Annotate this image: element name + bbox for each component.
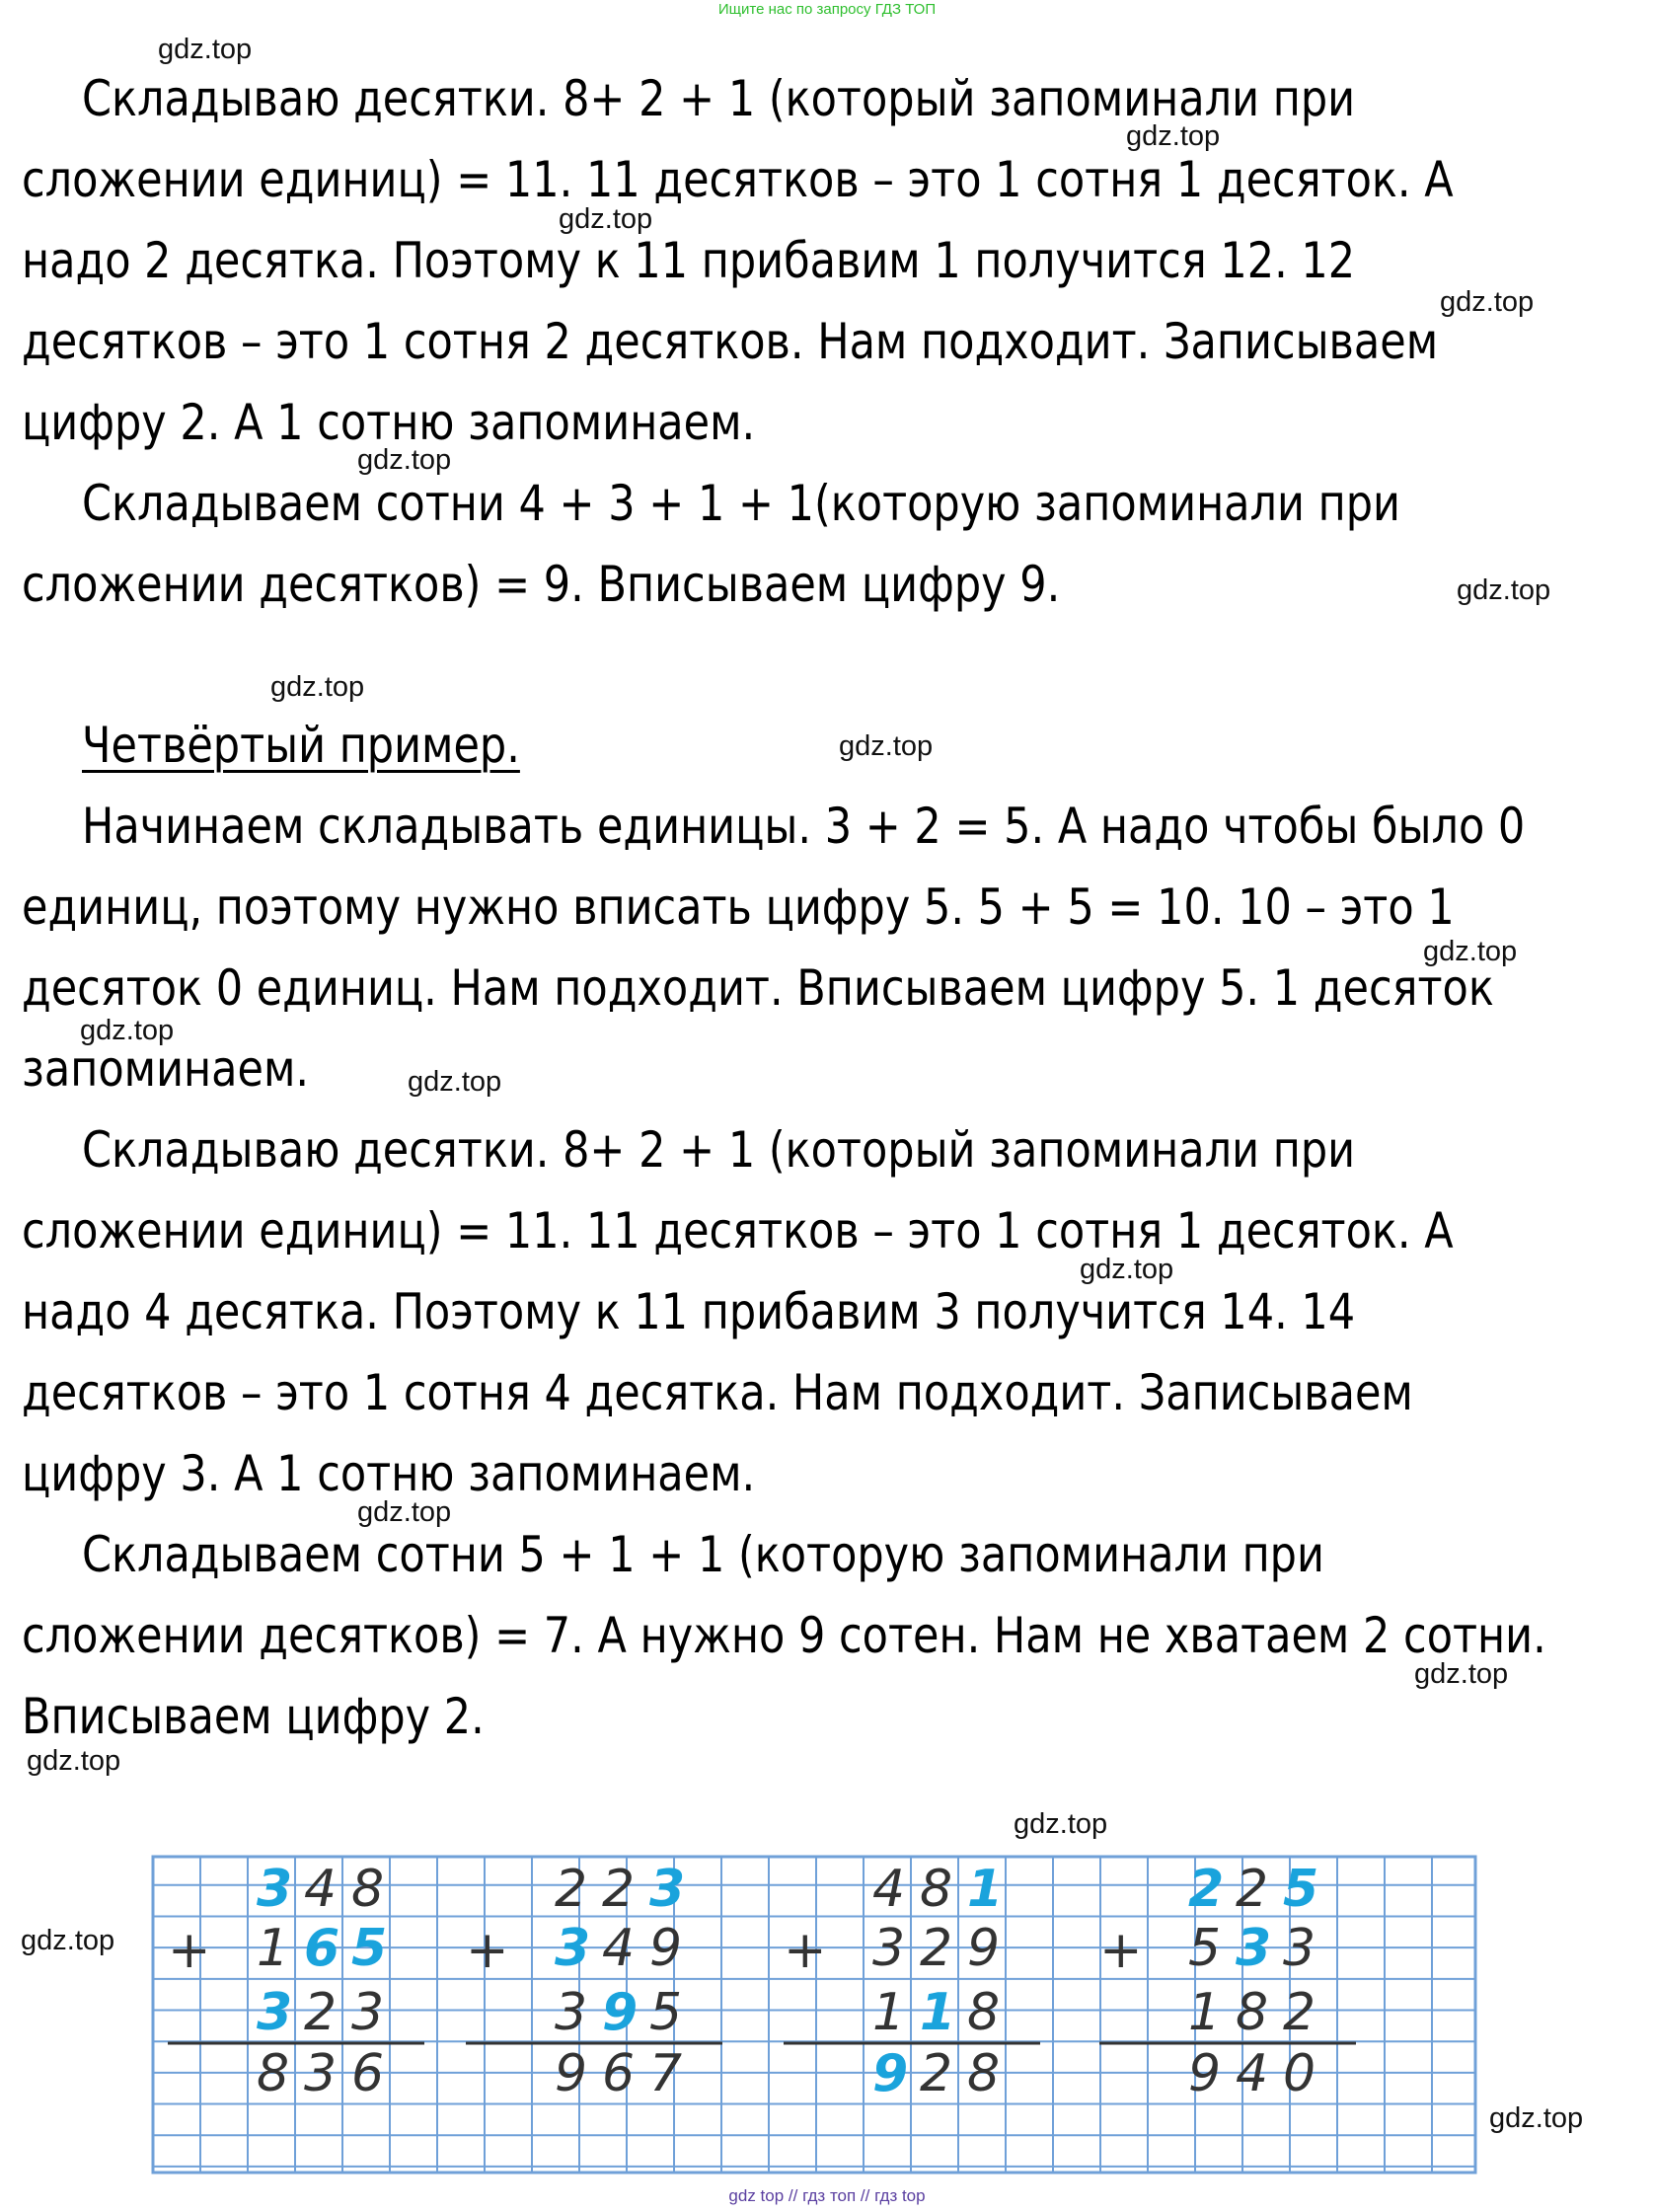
worksheet-digit: 2 — [1188, 1860, 1225, 1919]
watermark: gdz.top — [1414, 1658, 1509, 1690]
worksheet-digit: 8 — [920, 1860, 953, 1919]
worksheet-digit: 3 — [649, 1860, 686, 1919]
worksheet-digit: 3 — [257, 1860, 293, 1919]
worksheet-digit: 2 — [304, 1983, 338, 2042]
text-line: единиц, поэтому нужно вписать цифру 5. 5 + 5 = 10. 10 – это 1 — [22, 878, 1455, 936]
worksheet-digit: 3 — [1283, 1919, 1316, 1978]
worksheet-digit: 1 — [1188, 1983, 1222, 2042]
worksheet-digit: 4 — [304, 1860, 338, 1919]
text-line: Начинаем складывать единицы. 3 + 2 = 5. А надо чтобы было 0 — [82, 798, 1526, 855]
text-line: десяток 0 единиц. Нам подходит. Вписываем цифру 5. 1 десяток — [22, 959, 1494, 1017]
addition-worksheet — [148, 1852, 1490, 2182]
worksheet-digit: 9 — [1188, 2044, 1222, 2103]
worksheet-digit: 4 — [602, 1919, 636, 1978]
worksheet-digit: 0 — [1283, 2044, 1316, 2103]
worksheet-digit: 3 — [304, 2044, 338, 2103]
text-line: Складываем сотни 5 + 1 + 1 (которую запоминали при — [82, 1526, 1324, 1583]
worksheet-digit: 8 — [1236, 1983, 1269, 2042]
watermark: gdz.top — [357, 1496, 452, 1528]
text-line: цифру 2. А 1 сотню запоминаем. — [22, 394, 756, 451]
watermark: gdz.top — [559, 203, 653, 235]
footer[interactable]: gdz top // гдз топ // гдз top — [728, 2186, 926, 2205]
text-line: Складываем сотни 4 + 3 + 1 + 1(которую запоминали при — [82, 475, 1400, 532]
worksheet-digit: 6 — [351, 2044, 385, 2103]
section-heading: Четвёртый пример. — [82, 717, 520, 774]
watermark: gdz.top — [1440, 286, 1535, 318]
watermark: gdz.top — [80, 1015, 175, 1046]
worksheet-digit: 2 — [602, 1860, 636, 1919]
text-line: Вписываем цифру 2. — [22, 1688, 485, 1745]
watermark: gdz.top — [357, 444, 452, 476]
worksheet-digit: 3 — [555, 1983, 588, 2042]
worksheet-digit: 5 — [1283, 1860, 1319, 1919]
text-line: сложении единиц) = 11. 11 десятков – это 1 сотня 1 десяток. А — [22, 1202, 1454, 1259]
plus-sign: + — [784, 1921, 827, 1980]
text-line: надо 4 десятка. Поэтому к 11 прибавим 3 получится 14. 14 — [22, 1283, 1356, 1340]
watermark: gdz.top — [1080, 1254, 1174, 1285]
watermark: gdz.top — [27, 1745, 121, 1777]
worksheet-digit: 6 — [304, 1919, 340, 1978]
watermark: gdz.top — [1014, 1808, 1108, 1840]
worksheet-digit: 8 — [967, 1983, 1001, 2042]
watermark: gdz.top — [839, 730, 934, 762]
text-line: Складываю десятки. 8+ 2 + 1 (который запоминали при — [82, 1121, 1356, 1179]
worksheet-digit: 3 — [1236, 1919, 1272, 1978]
worksheet-digit: 9 — [649, 1919, 683, 1978]
watermark: gdz.top — [1126, 120, 1221, 152]
top-banner[interactable]: Ищите нас по запросу ГДЗ ТОП — [717, 1, 937, 18]
watermark: gdz.top — [1423, 936, 1518, 967]
worksheet-digit: 2 — [1283, 1983, 1316, 2042]
watermark: gdz.top — [408, 1066, 502, 1098]
text-line: десятков – это 1 сотня 2 десятков. Нам подходит. Записываем — [22, 313, 1439, 370]
text-line: десятков – это 1 сотня 4 десятка. Нам подходит. Записываем — [22, 1364, 1413, 1421]
worksheet-digit: 2 — [555, 1860, 588, 1919]
worksheet-digit: 3 — [351, 1983, 385, 2042]
watermark: gdz.top — [158, 34, 253, 65]
worksheet-digit: 1 — [920, 1983, 956, 2042]
worksheet-digit: 1 — [872, 1983, 906, 2042]
worksheet-digit: 9 — [555, 2044, 588, 2103]
text-line: запоминаем. — [22, 1040, 310, 1098]
worksheet-digit: 3 — [257, 1983, 293, 2042]
worksheet-digit: 9 — [872, 2044, 909, 2103]
text-line: цифру 3. А 1 сотню запоминаем. — [22, 1445, 756, 1502]
worksheet-digit: 8 — [351, 1860, 385, 1919]
worksheet-digit: 9 — [967, 1919, 1001, 1978]
text-line: сложении десятков) = 9. Вписываем цифру 9. — [22, 556, 1061, 613]
worksheet-digit: 7 — [649, 2044, 683, 2103]
worksheet-digit: 5 — [1188, 1919, 1222, 1978]
text-line: Складываю десятки. 8+ 2 + 1 (который запоминали при — [82, 70, 1356, 127]
text-line: сложении десятков) = 7. А нужно 9 сотен. Нам не хватаем 2 сотни. — [22, 1607, 1546, 1664]
watermark: gdz.top — [1489, 2102, 1584, 2134]
text-line: сложении единиц) = 11. 11 десятков – это 1 сотня 1 десяток. А — [22, 151, 1454, 208]
worksheet-digit: 3 — [872, 1919, 906, 1978]
text-line: надо 2 десятка. Поэтому к 11 прибавим 1 получится 12. 12 — [22, 232, 1356, 289]
worksheet-digit: 2 — [1236, 1860, 1269, 1919]
watermark: gdz.top — [21, 1925, 115, 1956]
worksheet-digit: 1 — [967, 1860, 1004, 1919]
worksheet-digit: 1 — [257, 1919, 290, 1978]
worksheet-digit: 2 — [920, 1919, 953, 1978]
worksheet-digit: 5 — [351, 1919, 388, 1978]
plus-sign: + — [168, 1921, 211, 1980]
plus-sign: + — [466, 1921, 509, 1980]
worksheet-digit: 8 — [967, 2044, 1001, 2103]
worksheet-digit: 6 — [602, 2044, 636, 2103]
watermark: gdz.top — [1457, 574, 1551, 606]
worksheet-digit: 8 — [257, 2044, 290, 2103]
worksheet-digit: 9 — [602, 1983, 639, 2042]
worksheet-digit: 4 — [872, 1860, 906, 1919]
worksheet-digit: 4 — [1236, 2044, 1269, 2103]
worksheet-digit: 5 — [649, 1983, 683, 2042]
worksheet-digit: 2 — [920, 2044, 953, 2103]
plus-sign: + — [1099, 1921, 1143, 1980]
worksheet-digit: 3 — [555, 1919, 591, 1978]
watermark: gdz.top — [270, 671, 365, 703]
